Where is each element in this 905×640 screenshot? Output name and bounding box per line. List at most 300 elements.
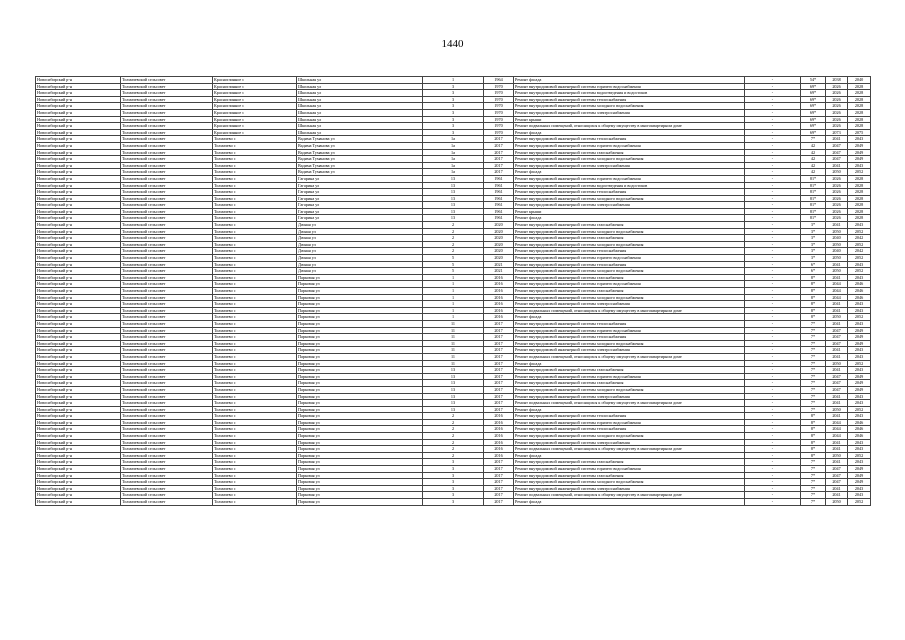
table-cell: 2049 (848, 380, 871, 387)
table-row (36, 195, 871, 202)
table-cell: Толмачевский сельсовет (121, 268, 213, 275)
table-row (36, 228, 871, 235)
table-cell: Красноглинное с (213, 123, 297, 130)
table-cell: 2026 (826, 96, 848, 103)
table-cell: Новосибирский р-н (36, 314, 121, 321)
table-cell: 8* (801, 413, 826, 420)
table-cell: - (745, 360, 801, 367)
table-cell: Новосибирский р-н (36, 189, 121, 196)
table-cell: - (745, 129, 801, 136)
table-cell: 2047 (826, 386, 848, 393)
table-cell: Толмачевский сельсовет (121, 386, 213, 393)
table-cell: 7* (801, 340, 826, 347)
table-cell: 8* (801, 281, 826, 288)
table-cell: Толмачевский сельсовет (121, 426, 213, 433)
table-row (36, 90, 871, 97)
table-row (36, 307, 871, 314)
table-row (36, 123, 871, 130)
table-row (36, 367, 871, 374)
table-cell: Толмачевский сельсовет (121, 466, 213, 473)
table-cell: Толмачево с (213, 208, 297, 215)
table-cell: 7* (801, 360, 826, 367)
table-row (36, 136, 871, 143)
table-cell: 2017 (484, 136, 514, 143)
table-cell: 2041 (826, 485, 848, 492)
table-cell: 42 (801, 149, 826, 156)
table-cell: 3* (801, 241, 826, 248)
table-cell: 7* (801, 327, 826, 334)
table-cell: 2017 (484, 479, 514, 486)
table-cell: Толмачевский сельсовет (121, 360, 213, 367)
table-cell: Вадима Туманова ул (297, 162, 423, 169)
table-cell: Ремонт внутридомовой инженерной системы горячего водоснабжения (514, 142, 745, 149)
table-cell: - (745, 109, 801, 116)
table-cell: 81* (801, 215, 826, 222)
table-cell: Ремонт внутридомовой инженерной системы газоснабжения (514, 149, 745, 156)
table-cell: - (745, 320, 801, 327)
table-cell: 2026 (826, 116, 848, 123)
table-cell: - (745, 334, 801, 341)
table-cell: Толмачево с (213, 466, 297, 473)
table-cell: Толмачево с (213, 426, 297, 433)
table-cell: - (745, 433, 801, 440)
table-cell: Толмачевский сельсовет (121, 142, 213, 149)
table-cell: Ремонт крыши (514, 116, 745, 123)
table-cell: 2028 (848, 189, 871, 196)
table-cell: 2047 (826, 373, 848, 380)
table-cell: Ремонт внутридомовой инженерной системы электроснабжения (514, 439, 745, 446)
table-cell: Толмачевский сельсовет (121, 367, 213, 374)
table-cell: 81* (801, 175, 826, 182)
table-cell: 2017 (484, 162, 514, 169)
table-cell: Толмачево с (213, 353, 297, 360)
table-cell: Новосибирский р-н (36, 499, 121, 506)
table-cell: 2017 (484, 499, 514, 506)
page-number: 1440 (441, 38, 464, 50)
table-cell: Новосибирский р-н (36, 156, 121, 163)
table-cell: Новосибирский р-н (36, 393, 121, 400)
table-cell: - (745, 485, 801, 492)
table-cell: Парковая ул (297, 485, 423, 492)
table-cell: - (745, 261, 801, 268)
table-cell: Школьная ул (297, 116, 423, 123)
table-cell: Парковая ул (297, 380, 423, 387)
table-cell: 2050 (826, 228, 848, 235)
table-row (36, 479, 871, 486)
table-cell: Толмачево с (213, 255, 297, 262)
table-cell: 2041 (826, 439, 848, 446)
table-cell: Новосибирский р-н (36, 334, 121, 341)
table-cell: Ремонт фасада (514, 77, 745, 84)
table-cell: 2041 (826, 162, 848, 169)
table-cell: 2026 (826, 175, 848, 182)
table-cell: Ремонт подвальных помещений, относящихся к общему имуществу в многоквартирном доме (514, 446, 745, 453)
table-cell: 2041 (826, 320, 848, 327)
table-cell: 1 (423, 288, 484, 295)
table-cell: 2 (423, 241, 484, 248)
table-cell: Парковая ул (297, 340, 423, 347)
table-cell: Толмачево с (213, 433, 297, 440)
table-cell: Ремонт внутридомовой инженерной системы газоснабжения (514, 222, 745, 229)
table-cell: Новосибирский р-н (36, 83, 121, 90)
table-cell: Новосибирский р-н (36, 472, 121, 479)
table-cell: Толмачево с (213, 334, 297, 341)
table-cell: Новосибирский р-н (36, 182, 121, 189)
table-cell: 2044 (826, 281, 848, 288)
table-cell: 2040 (826, 248, 848, 255)
table-cell: Ремонт внутридомовой инженерной системы теплоснабжения (514, 136, 745, 143)
table-cell: Ремонт внутридомовой инженерной системы электроснабжения (514, 301, 745, 308)
table-cell: 2044 (826, 426, 848, 433)
table-cell: 69* (801, 129, 826, 136)
table-cell: 2026 (826, 103, 848, 110)
table-cell: 5 (423, 261, 484, 268)
table-cell: 1 (423, 77, 484, 84)
table-cell: 7* (801, 479, 826, 486)
table-cell: Толмачево с (213, 386, 297, 393)
table-cell: Красноглинное с (213, 109, 297, 116)
table-cell: Красноглинное с (213, 96, 297, 103)
table-cell: - (745, 222, 801, 229)
table-cell: 2 (423, 426, 484, 433)
table-cell: Толмачево с (213, 215, 297, 222)
table-cell: Толмачево с (213, 499, 297, 506)
table-cell: - (745, 301, 801, 308)
table-cell: Ремонт внутридомовой инженерной системы холодного водоснабжения (514, 294, 745, 301)
table-cell: 2041 (826, 136, 848, 143)
table-cell: Вадима Туманова ул (297, 156, 423, 163)
table-cell: Толмачево с (213, 189, 297, 196)
table-cell: 11 (423, 353, 484, 360)
table-cell: Толмачевский сельсовет (121, 83, 213, 90)
table-cell: Парковая ул (297, 301, 423, 308)
table-cell: 2017 (484, 149, 514, 156)
table-cell: 2050 (826, 241, 848, 248)
table-cell: Новосибирский р-н (36, 142, 121, 149)
table-cell: Ремонт внутридомовой инженерной системы холодного водоснабжения (514, 433, 745, 440)
table-cell: 7* (801, 386, 826, 393)
table-cell: Толмачево с (213, 446, 297, 453)
table-cell: Новосибирский р-н (36, 222, 121, 229)
table-cell: Новосибирский р-н (36, 353, 121, 360)
table-cell: Красноглинное с (213, 90, 297, 97)
table-cell: 7* (801, 400, 826, 407)
table-cell: - (745, 400, 801, 407)
table-cell: Красноглинное с (213, 129, 297, 136)
table-cell: 11 (423, 347, 484, 354)
table-cell: 2028 (848, 96, 871, 103)
table-cell: - (745, 182, 801, 189)
table-cell: 1961 (484, 202, 514, 209)
table-cell: 1961 (484, 215, 514, 222)
table-cell: Толмачево с (213, 268, 297, 275)
table-cell: 2016 (484, 446, 514, 453)
table-cell: Красноглинное с (213, 116, 297, 123)
table-cell: - (745, 208, 801, 215)
table-cell: Ремонт фасада (514, 360, 745, 367)
table-cell: Парковая ул (297, 466, 423, 473)
table-cell: Новосибирский р-н (36, 479, 121, 486)
table-cell: Гагарина ул (297, 175, 423, 182)
table-cell: 2041 (826, 459, 848, 466)
table-cell: Новосибирский р-н (36, 195, 121, 202)
table-cell: 8* (801, 301, 826, 308)
table-cell: 7* (801, 380, 826, 387)
table-cell: Новосибирский р-н (36, 228, 121, 235)
table-cell: Толмачевский сельсовет (121, 109, 213, 116)
table-cell: - (745, 195, 801, 202)
table-row (36, 142, 871, 149)
table-cell: - (745, 386, 801, 393)
table-cell: 1 (423, 314, 484, 321)
table-cell: 3 (423, 485, 484, 492)
table-row (36, 406, 871, 413)
table-cell: Толмачево с (213, 479, 297, 486)
table-cell: Новосибирский р-н (36, 136, 121, 143)
table-row (36, 255, 871, 262)
table-cell: Ремонт внутридомовой инженерной системы электроснабжения (514, 393, 745, 400)
table-cell: - (745, 314, 801, 321)
table-cell: 2047 (826, 156, 848, 163)
table-cell: 2049 (848, 149, 871, 156)
table-cell: 1а (423, 156, 484, 163)
table-cell: Новосибирский р-н (36, 169, 121, 176)
table-cell: 81* (801, 182, 826, 189)
table-cell: 7* (801, 492, 826, 499)
table-cell: Школьная ул (297, 83, 423, 90)
table-cell: Толмачево с (213, 367, 297, 374)
table-cell: 2016 (484, 307, 514, 314)
table-cell: 2046 (848, 419, 871, 426)
table-cell: 2047 (826, 327, 848, 334)
table-cell: Толмачевский сельсовет (121, 281, 213, 288)
table-cell: 13 (423, 380, 484, 387)
table-cell: 2047 (826, 334, 848, 341)
table-cell: 2028 (848, 195, 871, 202)
table-cell: 11 (423, 327, 484, 334)
table-cell: 81* (801, 195, 826, 202)
table-cell: 2017 (484, 400, 514, 407)
table-cell: Гагарина ул (297, 189, 423, 196)
table-cell: Толмачевский сельсовет (121, 274, 213, 281)
table-cell: Толмачевский сельсовет (121, 380, 213, 387)
table-cell: Ремонт внутридомовой инженерной системы холодного водоснабжения (514, 195, 745, 202)
table-cell: 2041 (826, 353, 848, 360)
table-cell: Новосибирский р-н (36, 426, 121, 433)
table-cell: 7* (801, 353, 826, 360)
table-cell: 8* (801, 288, 826, 295)
table-cell: Толмачево с (213, 459, 297, 466)
table-cell: 69* (801, 96, 826, 103)
table-cell: Толмачево с (213, 241, 297, 248)
table-cell: 2050 (826, 452, 848, 459)
table-cell: Новосибирский р-н (36, 96, 121, 103)
table-cell: Школьная ул (297, 129, 423, 136)
table-cell: 8* (801, 314, 826, 321)
table-cell: Новосибирский р-н (36, 248, 121, 255)
table-cell: Толмачевский сельсовет (121, 136, 213, 143)
table-cell: 8* (801, 452, 826, 459)
table-cell: Ремонт внутридомовой инженерной системы теплоснабжения (514, 189, 745, 196)
table-cell: Толмачево с (213, 393, 297, 400)
table-cell: Парковая ул (297, 307, 423, 314)
table-cell: 1970 (484, 109, 514, 116)
table-cell: Толмачево с (213, 274, 297, 281)
table-cell: 2043 (848, 353, 871, 360)
table-cell: 2026 (826, 90, 848, 97)
table-cell: 13 (423, 367, 484, 374)
table-cell: Толмачевский сельсовет (121, 400, 213, 407)
table-cell: 69* (801, 109, 826, 116)
table-cell: 2075 (848, 129, 871, 136)
table-cell: 2026 (826, 202, 848, 209)
table-cell: Новосибирский р-н (36, 268, 121, 275)
table-cell: Толмачево с (213, 360, 297, 367)
table-cell: Толмачево с (213, 307, 297, 314)
table-cell: Толмачево с (213, 406, 297, 413)
table-cell: Ремонт внутридомовой инженерной системы горячего водоснабжения (514, 466, 745, 473)
table-cell: Ремонт внутридомовой инженерной системы электроснабжения (514, 485, 745, 492)
table-cell: Ремонт внутридомовой инженерной системы теплоснабжения (514, 320, 745, 327)
table-cell: Толмачевский сельсовет (121, 413, 213, 420)
table-cell: Ремонт внутридомовой инженерной системы горячего водоснабжения (514, 327, 745, 334)
table-cell: 3 (423, 103, 484, 110)
table-cell: Ремонт внутридомовой инженерной системы горячего водоснабжения (514, 255, 745, 262)
table-cell: Ремонт фасада (514, 452, 745, 459)
table-cell: 2043 (848, 367, 871, 374)
table-cell: 2052 (848, 360, 871, 367)
table-cell: - (745, 380, 801, 387)
table-cell: Толмачевский сельсовет (121, 314, 213, 321)
table-cell: - (745, 347, 801, 354)
table-cell: 2017 (484, 327, 514, 334)
table-cell: Дачная ул (297, 261, 423, 268)
table-cell: Новосибирский р-н (36, 175, 121, 182)
table-row (36, 109, 871, 116)
table-cell: 2020 (484, 255, 514, 262)
table-cell: 7* (801, 136, 826, 143)
table-cell: 2043 (848, 485, 871, 492)
table-cell: 2020 (484, 248, 514, 255)
table-cell: Гагарина ул (297, 182, 423, 189)
table-cell: Ремонт внутридомовой инженерной системы теплоснабжения (514, 261, 745, 268)
table-row (36, 492, 871, 499)
table-cell: Толмачево с (213, 142, 297, 149)
table-cell: Толмачево с (213, 373, 297, 380)
table-row (36, 241, 871, 248)
table-row (36, 83, 871, 90)
table-cell: 2020 (484, 241, 514, 248)
table-cell: Школьная ул (297, 90, 423, 97)
table-cell: Толмачево с (213, 419, 297, 426)
table-cell: Толмачево с (213, 380, 297, 387)
table-cell: 2043 (848, 492, 871, 499)
table-cell: Толмачево с (213, 195, 297, 202)
table-cell: 13 (423, 400, 484, 407)
table-cell: 2017 (484, 485, 514, 492)
table-cell: 2052 (848, 499, 871, 506)
table-cell: 2046 (848, 281, 871, 288)
table-cell: - (745, 419, 801, 426)
table-cell: Парковая ул (297, 274, 423, 281)
table-cell: 2046 (848, 426, 871, 433)
table-cell: 2016 (484, 274, 514, 281)
table-cell: 2043 (848, 413, 871, 420)
table-row (36, 294, 871, 301)
table-cell: 11 (423, 340, 484, 347)
table-cell: 2041 (826, 492, 848, 499)
table-cell: Ремонт внутридомовой инженерной системы холодного водоснабжения (514, 479, 745, 486)
table-cell: 2041 (826, 446, 848, 453)
table-cell: 2028 (848, 123, 871, 130)
table-cell: 2049 (848, 142, 871, 149)
table-cell: - (745, 499, 801, 506)
table-cell: Толмачевский сельсовет (121, 459, 213, 466)
table-cell: 2017 (484, 142, 514, 149)
table-cell: Толмачевский сельсовет (121, 202, 213, 209)
table-cell: Ремонт крыши (514, 208, 745, 215)
table-cell: - (745, 413, 801, 420)
table-cell: 42 (801, 142, 826, 149)
table-cell: - (745, 307, 801, 314)
table-cell: Ремонт внутридомовой инженерной системы водоотведения и водостоков (514, 182, 745, 189)
table-row (36, 373, 871, 380)
table-cell: Толмачевский сельсовет (121, 195, 213, 202)
table-cell: Ремонт внутридомовой инженерной системы электроснабжения (514, 162, 745, 169)
table-cell: 2017 (484, 466, 514, 473)
table-cell: 1а (423, 162, 484, 169)
table-cell: Толмачевский сельсовет (121, 288, 213, 295)
table-cell: Парковая ул (297, 334, 423, 341)
table-cell: Толмачево с (213, 439, 297, 446)
table-cell: Толмачевский сельсовет (121, 175, 213, 182)
table-cell: 2028 (848, 215, 871, 222)
table-cell: 8* (801, 446, 826, 453)
table-cell: 5 (423, 255, 484, 262)
table-row (36, 360, 871, 367)
table-cell: Толмачево с (213, 281, 297, 288)
table-cell: 7* (801, 466, 826, 473)
table-cell: 2 (423, 433, 484, 440)
table-cell: - (745, 241, 801, 248)
table-cell: Толмачевский сельсовет (121, 189, 213, 196)
table-cell: 13 (423, 215, 484, 222)
table-cell: 2043 (848, 261, 871, 268)
table-cell: 2028 (848, 103, 871, 110)
table-row (36, 314, 871, 321)
table-cell: 2050 (826, 169, 848, 176)
table-cell: Ремонт внутридомовой инженерной системы холодного водоснабжения (514, 241, 745, 248)
table-cell: Парковая ул (297, 499, 423, 506)
table-cell: Толмачево с (213, 452, 297, 459)
table-cell: - (745, 90, 801, 97)
table-cell: 8* (801, 274, 826, 281)
table-cell: 2043 (848, 459, 871, 466)
table-cell: Новосибирский р-н (36, 320, 121, 327)
table-cell: 81* (801, 189, 826, 196)
table-cell: 2049 (848, 386, 871, 393)
table-cell: Парковая ул (297, 413, 423, 420)
table-cell: - (745, 142, 801, 149)
table-cell: 1 (423, 307, 484, 314)
table-cell: Новосибирский р-н (36, 294, 121, 301)
table-cell: Толмачевский сельсовет (121, 373, 213, 380)
table-cell: 2028 (848, 90, 871, 97)
table-cell: 2 (423, 235, 484, 242)
table-cell: - (745, 446, 801, 453)
table-cell: 7* (801, 320, 826, 327)
table-cell: 2028 (848, 202, 871, 209)
